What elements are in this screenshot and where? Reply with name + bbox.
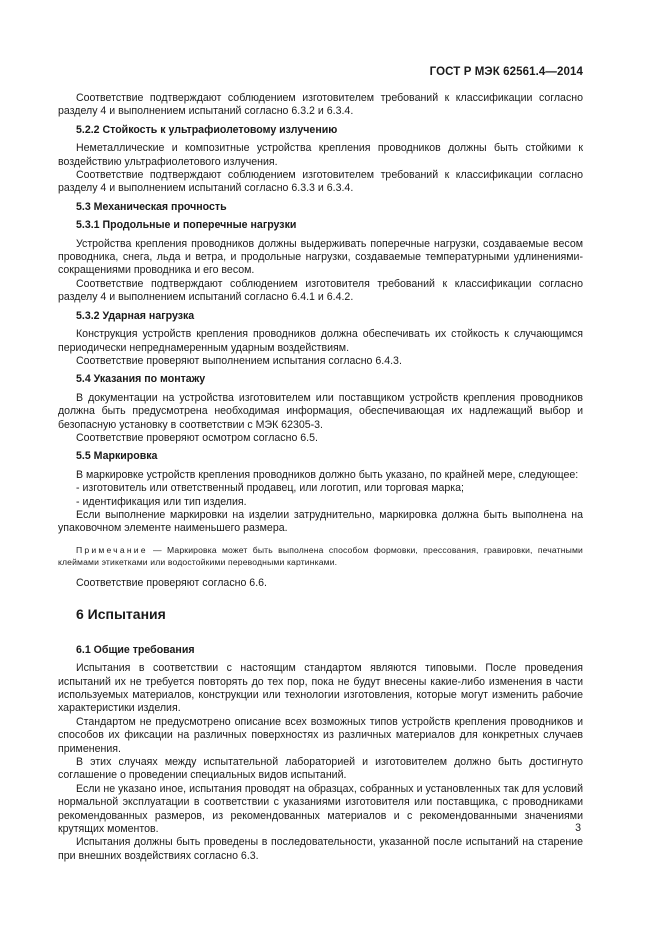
paragraph: В маркировке устройств крепления проводников должно быть указано, по крайней мере, следующее: <box>76 468 579 481</box>
paragraph: Конструкция устройств крепления проводников должна обеспечивать их стойкость к случающимся периодически непреднамеренным ударным воздействиям. <box>58 328 583 354</box>
paragraph: Испытания в соответствии с настоящим стандартом являются типовыми. После проведения испытаний их не требуется повторять до тех пор, пока не будут внесены какие-либо изменения в части используемых материалов, конструкции или технологии изготовления, которые могут изменить рабочие характеристики изделия. <box>58 662 583 715</box>
document-body <box>58 92 583 863</box>
note-text: — Маркировка может быть выполнена способом формовки, прессования, гравировки, печатными клеймами этикетками или водостойкими переводными картинками. <box>58 544 583 568</box>
note-label: Примечание <box>76 544 148 555</box>
section-heading: 5.3.1 Продольные и поперечные нагрузки <box>76 219 297 232</box>
paragraph: Испытания должны быть проведены в последовательности, указанной после испытаний на старение при внешних воздействиях согласно 6.3. <box>58 836 583 862</box>
section-heading: 5.4 Указания по монтажу <box>76 373 206 386</box>
paragraph: Соответствие проверяют осмотром согласно 6.5. <box>76 431 318 444</box>
section-heading: 5.3 Механическая прочность <box>76 200 227 213</box>
list-item: - изготовитель или ответственный продавец, или логотип, или торговая марка; <box>76 482 464 495</box>
paragraph: Соответствие проверяют выполнением испытания согласно 6.4.3. <box>76 354 402 367</box>
paragraph: Соответствие подтверждают соблюдением изготовителя требований к классификации согласно разделу 4 и выполнением испытаний согласно 6.4.1 и 6.4.2. <box>58 277 583 304</box>
paragraph: Устройства крепления проводников должны выдерживать поперечные нагрузки, создаваемые весом проводника, снега, льда и ветра, и продольные нагрузки, создаваемые температурными удлинениями-сокращениями проводника и его весом. <box>58 237 583 277</box>
paragraph: В документации на устройства изготовителем или поставщиком устройств крепления проводников должна быть предусмотрена необходимая информация, обеспечивающая их надлежащий выбор и безопасную установку в соответствии с МЭК 62305-3. <box>58 391 583 431</box>
paragraph: Если выполнение маркировки на изделии затруднительно, маркировка должна быть выполнена на упаковочном элементе наименьшего размера. <box>58 508 583 535</box>
note-paragraph <box>58 544 583 569</box>
paragraph: Соответствие подтверждают соблюдением изготовителем требований к классификации согласно разделу 4 и выполнением испытаний согласно 6.3.2 и 6.3.4. <box>58 92 583 118</box>
section-heading: 5.3.2 Ударная нагрузка <box>76 309 195 322</box>
standard-header: ГОСТ Р МЭК 62561.4—2014 <box>429 66 583 78</box>
section-heading: 5.2.2 Стойкость к ультрафиолетовому излучению <box>76 123 338 136</box>
paragraph: В этих случаях между испытательной лабораторией и изготовителем должно быть достигнуто соглашение о проведении специальных видов испытаний. <box>58 756 583 782</box>
page-number: 3 <box>575 822 581 834</box>
paragraph: Соответствие проверяют согласно 6.6. <box>76 576 267 589</box>
list-item: - идентификация или тип изделия. <box>76 495 247 508</box>
section-heading: 5.5 Маркировка <box>76 450 158 463</box>
section-heading: 6.1 Общие требования <box>76 643 195 656</box>
paragraph: Если не указано иное, испытания проводят на образцах, собранных и установленных так для условий нормальной эксплуатации в соответствии с указаниями изготовителя или поставщика, с проводниками рекомендованных размеров, из рекомендованных материалов и с рекомендованными значениями крутящих моментов. <box>58 782 583 836</box>
paragraph: Соответствие подтверждают соблюдением изготовителем требований к классификации согласно разделу 4 и выполнением испытаний согласно 6.3.3 и 6.3.4. <box>58 169 583 195</box>
paragraph: Стандартом не предусмотрено описание всех возможных типов устройств крепления проводников и способов их фиксации на различных поверхностях из различных материалов для конкретных случаев применения. <box>58 715 583 755</box>
chapter-heading: 6 Испытания <box>76 606 166 623</box>
paragraph: Неметаллические и композитные устройства крепления проводников должны быть стойкими к воздействию ультрафиолетового излучения. <box>58 142 583 168</box>
